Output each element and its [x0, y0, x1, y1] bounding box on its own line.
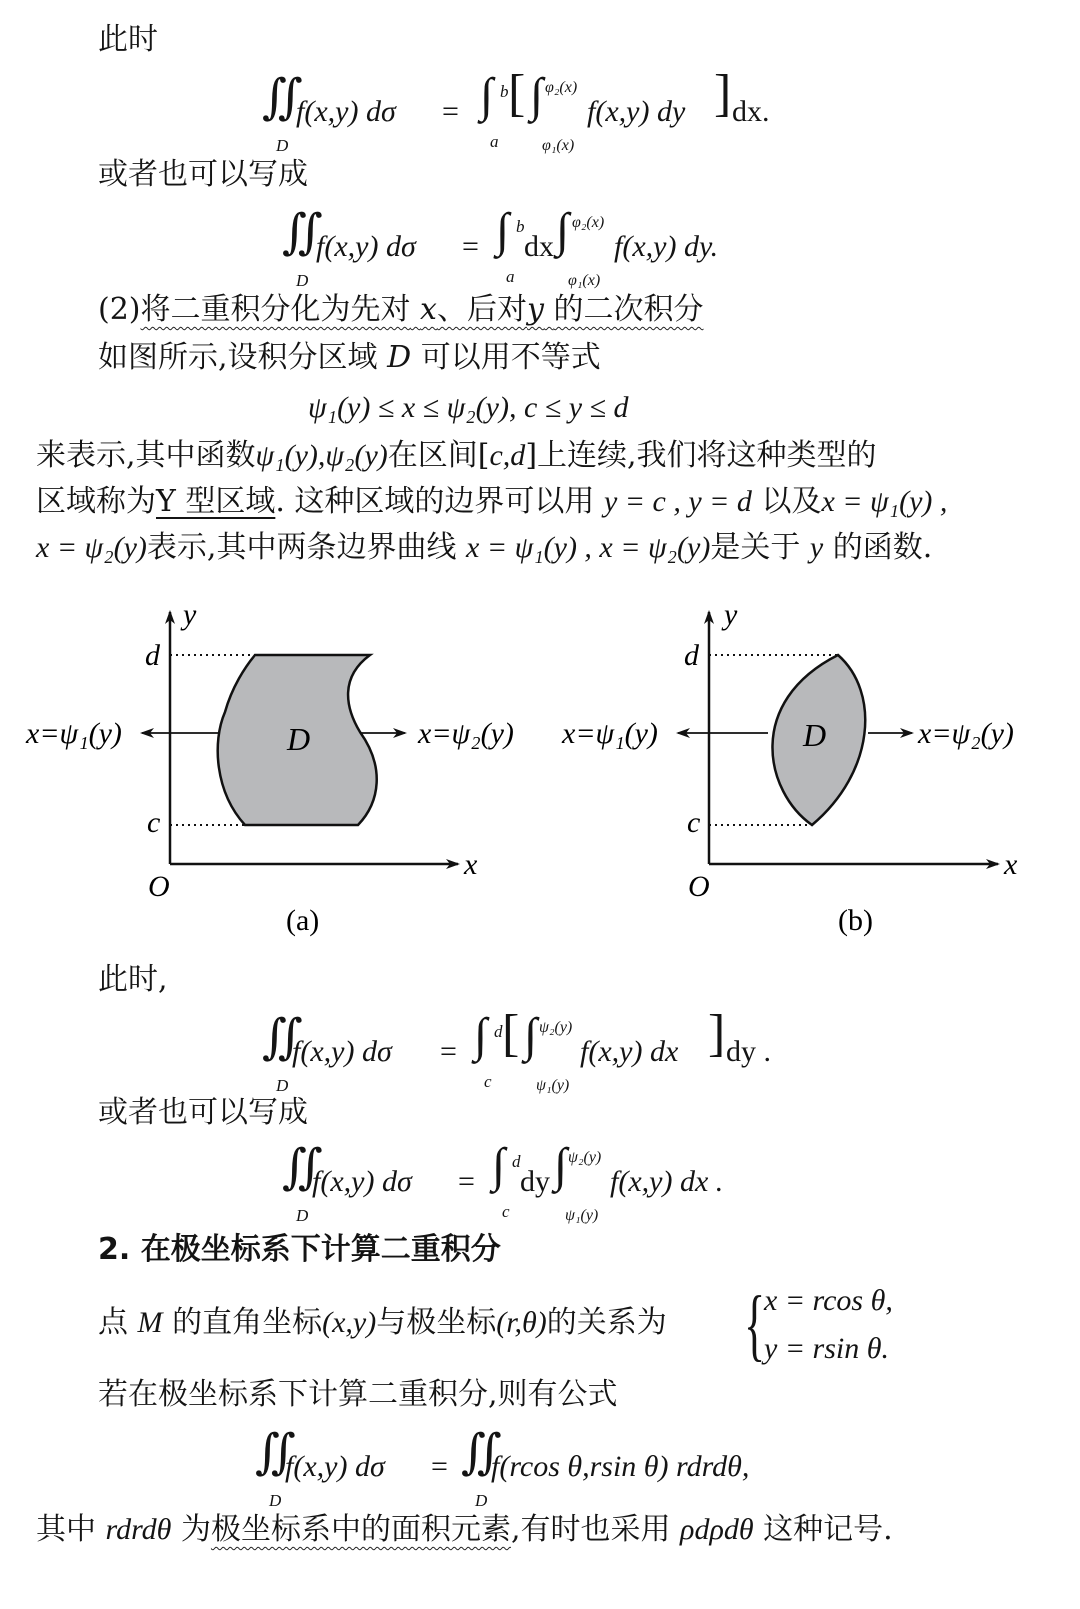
lower-phi1: φ₁(x): [542, 137, 575, 154]
dy: dy: [520, 1165, 550, 1198]
text-huozhe-1: 或者也可以写成: [98, 157, 308, 192]
int-symbol: ∫: [492, 1139, 506, 1192]
integrand: f(x,y) dσ: [312, 1165, 412, 1198]
sub-D: D: [296, 271, 309, 290]
integrand: f(x,y) dσ: [292, 1035, 392, 1068]
text-huozhe-2: 或者也可以写成: [98, 1095, 308, 1130]
text-rutu: 如图所示,设积分区域 D 可以用不等式: [98, 340, 601, 375]
integrand: f(x,y) dσ: [296, 95, 396, 128]
inner-integrand: f(x,y) dx .: [610, 1165, 724, 1198]
lower-phi1: φ₁(x): [568, 272, 601, 289]
int-symbol: ∫: [474, 1009, 488, 1062]
iint-symbol: ∬: [262, 71, 303, 124]
figure-b: [561, 598, 1018, 937]
sub-D: D: [296, 1206, 309, 1225]
lower-psi1: ψ₁(y): [536, 1077, 570, 1094]
equation-2: [282, 205, 762, 290]
left-curve-label-b: x=ψ₁(y): [562, 717, 658, 750]
equals-sign: =: [458, 1165, 475, 1198]
text-cishi-1: 此时: [98, 22, 158, 57]
inequality: ψ₁(y) ≤ x ≤ ψ₂(y), c ≤ y ≤ d: [308, 391, 629, 424]
section-2-title: 将二重积分化为先对 x、后对y 的二次积分: [140, 292, 704, 327]
upper-b: b: [516, 217, 525, 236]
int-symbol: ∫: [496, 204, 510, 257]
equals-sign: =: [462, 230, 479, 263]
iint-symbol: ∬: [282, 1141, 323, 1194]
upper-d: d: [512, 1152, 521, 1171]
polar-relation-line: 点 M 的直角坐标(x,y)与极坐标(r,θ)的关系为: [98, 1305, 667, 1340]
tick-c-b: c: [687, 806, 701, 839]
equals-sign: =: [442, 95, 459, 128]
paragraph-line-3: x = ψ₂(y)表示,其中两条边界曲线 x = ψ₁(y) , x = ψ₂(y)是关于 y 的函数.: [36, 530, 933, 565]
iint-symbol: ∬: [255, 1426, 296, 1479]
axis-label-y-b: y: [724, 598, 738, 631]
upper-phi2: φ₂(x): [572, 214, 605, 231]
region-label-D-b: D: [803, 717, 827, 753]
caption-b: (b): [838, 904, 873, 937]
text-ruo: 若在极坐标系下计算二重积分,则有公式: [98, 1377, 618, 1412]
figure-a: [25, 598, 514, 937]
sub-D: D: [276, 136, 289, 155]
right-bracket: ]: [708, 1005, 726, 1062]
polar-integrand: f(rcos θ,rsin θ) rdrdθ,: [491, 1450, 750, 1483]
caption-a: (a): [286, 904, 320, 937]
text-cishi-2: 此时,: [98, 962, 168, 997]
inner-int-symbol: ∫: [556, 204, 570, 257]
y-type-region: Y 型区域: [156, 484, 276, 519]
right-bracket: ]: [714, 65, 732, 122]
axis-label-y-a: y: [183, 598, 197, 631]
left-bracket: [: [502, 1005, 520, 1062]
origin-a: O: [148, 870, 170, 903]
equation-3: [262, 1005, 792, 1095]
sub-D-rhs: D: [475, 1491, 488, 1510]
lower-c: c: [502, 1202, 510, 1221]
section-2-heading: [98, 290, 703, 330]
dy-end: dy .: [726, 1035, 771, 1068]
polar-brace: {: [744, 1281, 766, 1369]
lower-psi1: ψ₁(y): [565, 1207, 599, 1224]
axis-label-x-a: x: [464, 848, 478, 881]
area-element-term: 极坐标系中的面积元素: [210, 1512, 511, 1547]
right-curve-label-b: x=ψ₂(y): [918, 717, 1014, 750]
inner-integrand: f(x,y) dx: [580, 1035, 679, 1068]
inner-integrand: f(x,y) dy.: [614, 230, 719, 263]
origin-b: O: [688, 870, 710, 903]
upper-psi2: ψ₂(y): [568, 1149, 602, 1166]
dx-end: dx.: [732, 95, 770, 128]
equation-1: [262, 65, 782, 155]
tick-c-a: c: [147, 806, 161, 839]
lower-a: a: [490, 132, 499, 151]
left-bracket: [: [508, 65, 526, 122]
inner-int-symbol: ∫: [554, 1139, 568, 1192]
dx: dx: [524, 230, 554, 263]
iint-symbol: ∬: [282, 206, 323, 259]
polar-eq-x: x = rcos θ,: [764, 1284, 893, 1317]
sub-D: D: [269, 1491, 282, 1510]
lower-a: a: [506, 267, 515, 286]
tick-d-a: d: [145, 639, 160, 672]
polar-eq-y: y = rsin θ.: [764, 1332, 889, 1365]
tick-d-b: d: [684, 639, 699, 672]
equals-sign: =: [440, 1035, 457, 1068]
upper-phi2: φ₂(x): [545, 79, 578, 96]
last-line: 其中 rdrdθ 为极坐标系中的面积元素,有时也采用 ρdρdθ 这种记号.: [36, 1512, 893, 1547]
lower-c: c: [484, 1072, 492, 1091]
region-label-D-a: D: [287, 721, 311, 757]
figure-y-type-regions: [0, 592, 1080, 952]
paragraph-line-1: 来表示,其中函数ψ₁(y),ψ₂(y)在区间[c,d]上连续,我们将这种类型的: [36, 438, 877, 473]
iint-symbol: ∬: [262, 1011, 303, 1064]
upper-b: b: [500, 82, 509, 101]
upper-d: d: [494, 1022, 503, 1041]
inner-int-symbol: ∫: [530, 69, 544, 122]
integrand: f(x,y) dσ: [285, 1450, 385, 1483]
inner-int-symbol: ∫: [524, 1009, 538, 1062]
equation-5: [255, 1425, 795, 1510]
equals-sign: =: [431, 1450, 448, 1483]
axis-label-x-b: x: [1004, 848, 1018, 881]
inner-integrand: f(x,y) dy: [587, 95, 686, 128]
section-2-number: (2): [98, 292, 141, 327]
iint-symbol-rhs: ∬: [461, 1426, 502, 1479]
section-heading-polar: 2. 在极坐标系下计算二重积分: [98, 1232, 501, 1267]
int-symbol: ∫: [480, 69, 494, 122]
left-curve-label-a: x=ψ₁(y): [26, 717, 122, 750]
upper-psi2: ψ₂(y): [539, 1019, 573, 1036]
sub-D: D: [276, 1076, 289, 1095]
equation-4: [282, 1140, 762, 1225]
integrand: f(x,y) dσ: [316, 230, 416, 263]
paragraph-line-2: 区域称为Y 型区域. 这种区域的边界可以用 y = c , y = d 以及x = ψ₁(y) ,: [36, 484, 948, 519]
right-curve-label-a: x=ψ₂(y): [418, 717, 514, 750]
